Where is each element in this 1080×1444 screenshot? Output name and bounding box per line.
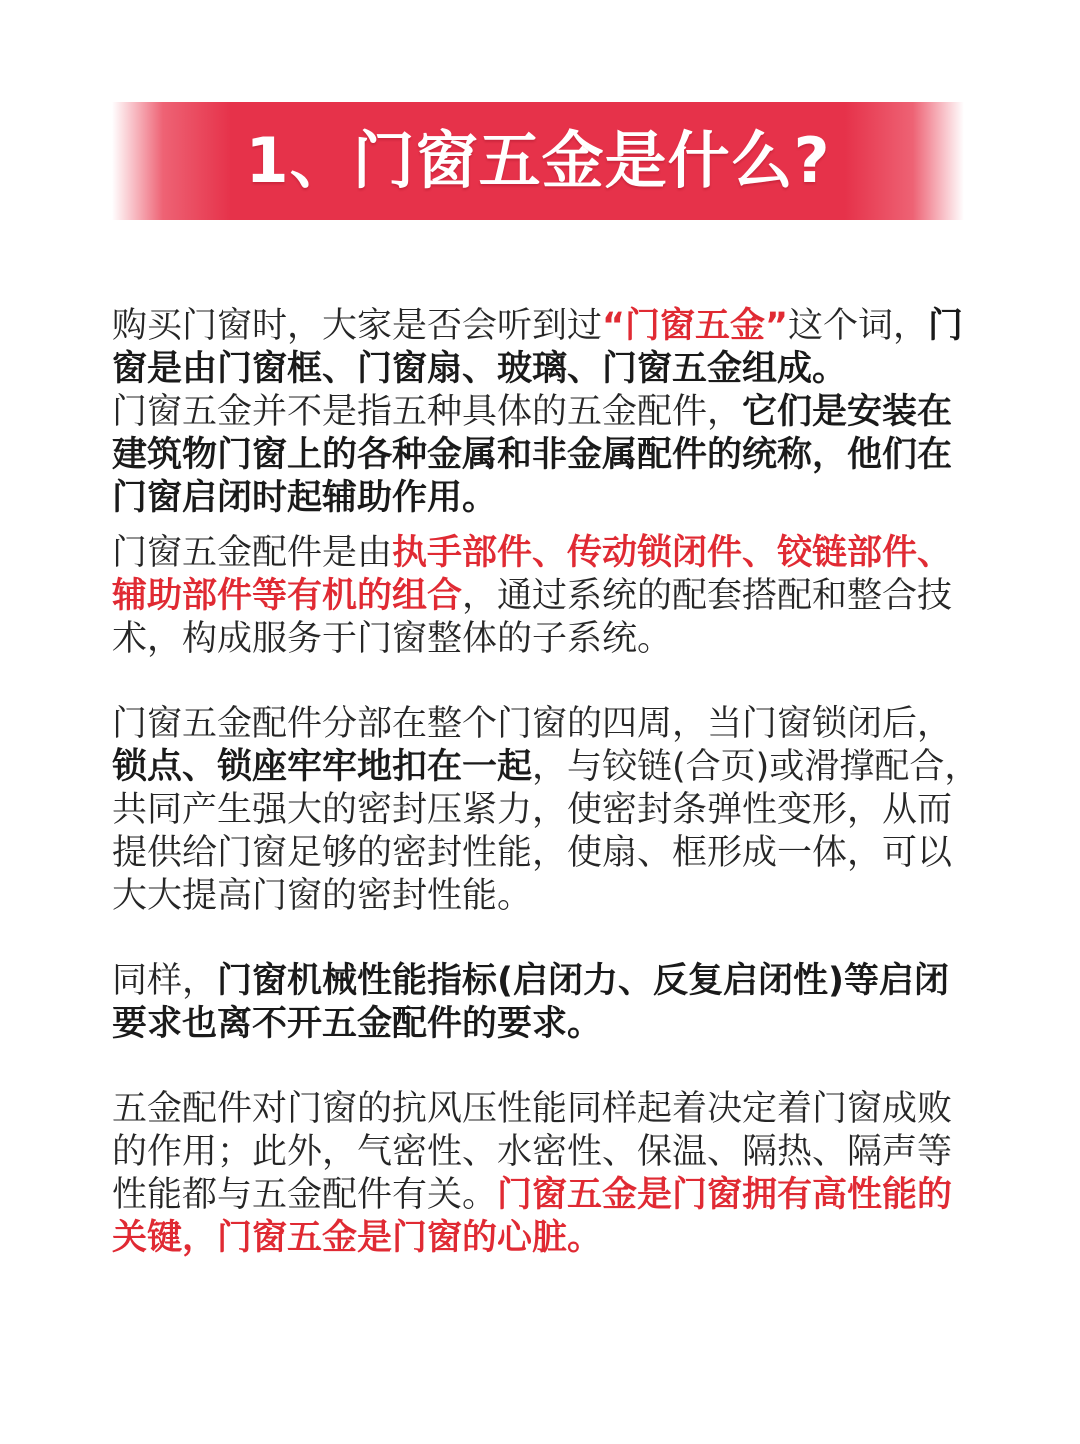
text-run-red: 执手部件、传动锁闭件、铰链部件、辅助部件等有机的组合 (112, 533, 953, 616)
page-title: 1、门窗五金是什么? (245, 124, 831, 197)
article-body (112, 305, 982, 1260)
spacer (112, 918, 982, 960)
text-run-bold: 门窗机械性能指标(启闭力、反复启闭性)等启闭要求也离不开五金配件的要求。 (112, 961, 950, 1044)
paragraph-performance (112, 1088, 982, 1260)
text-run: 购买门窗时，大家是否会听到过 (112, 306, 603, 346)
text-run: 同样， (112, 961, 218, 1001)
paragraph-intro (112, 305, 982, 391)
paragraph-components (112, 532, 982, 661)
text-run-red: 门窗五金是门窗拥有高性能的关键，门窗五金是门窗的心脏。 (112, 1175, 953, 1258)
text-run: ，与铰链(合页)或滑撑配合，共同产生强大的密封压紧力，使密封条弹性变形，从而提供给门窗足够的密封性能，使扇、框形成一体，可以大大提高门窗的密封性能。 (112, 747, 980, 916)
text-run: ，通过系统的配套搭配和整合技术，构成服务于门窗整体的子系统。 (112, 576, 953, 659)
spacer (112, 661, 982, 703)
text-run: 门窗五金配件分部在整个门窗的四周，当门窗锁闭后， (112, 704, 953, 744)
text-run: 这个词， (788, 306, 929, 346)
paragraph-mechanical (112, 960, 982, 1046)
text-run: 五金配件对门窗的抗风压性能同样起着决定着门窗成败的作用；此外，气密性、水密性、保温、隔热、隔声等性能都与五金配件有关。 (112, 1089, 953, 1215)
text-run-bold: 它们是安装在建筑物门窗上的各种金属和非金属配件的统称，他们在门窗启闭时起辅助作用。 (112, 392, 953, 518)
text-run-bold: 门窗是由门窗框、门窗扇、玻璃、门窗五金组成。 (112, 306, 964, 389)
text-run: 门窗五金并不是指五种具体的五金配件， (112, 392, 743, 432)
paragraph-definition (112, 391, 982, 520)
title-banner (112, 102, 964, 220)
spacer (112, 1046, 982, 1088)
text-run-red: “门窗五金” (602, 306, 789, 346)
text-run: 门窗五金配件是由 (112, 533, 393, 573)
text-run-bold: 锁点、锁座牢牢地扣在一起 (112, 747, 533, 787)
paragraph-sealing (112, 703, 982, 918)
spacer (112, 520, 982, 532)
